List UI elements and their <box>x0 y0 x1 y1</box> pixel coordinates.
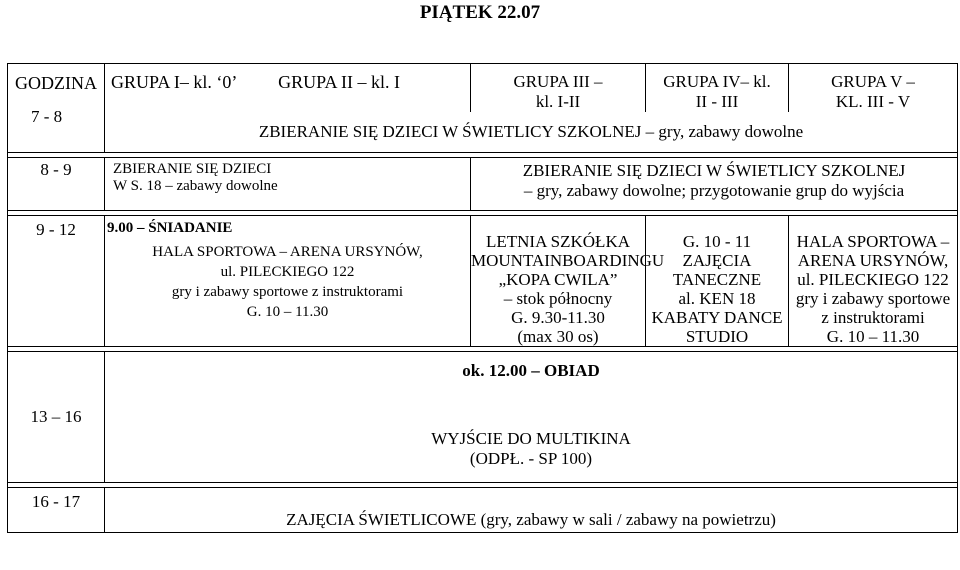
activity-line: ARENA URSYNÓW, <box>797 251 949 270</box>
schedule-table <box>7 63 958 533</box>
group-4-header: GRUPA IV– kl. <box>663 72 771 91</box>
group-4-activity <box>646 216 789 347</box>
activity-line: al. KEN 18 <box>678 289 756 308</box>
hour-cell <box>8 64 105 153</box>
trip-block <box>105 381 957 469</box>
activity-line: – stok północny <box>503 289 613 308</box>
lunch-label: ok. 12.00 – OBIAD <box>462 361 600 380</box>
trip-line-1: WYJŚCIE DO MULTIKINA <box>431 429 631 448</box>
activity-line: G. 9.30-11.30 <box>511 308 605 327</box>
page-title: PIĄTEK 22.07 <box>419 2 541 23</box>
activity-line: z instruktorami <box>821 308 925 327</box>
hour-label: 16 - 17 <box>8 488 105 533</box>
group-5-header-cell <box>789 64 958 113</box>
activity-line: G. 10 - 11 <box>682 232 752 251</box>
group-3-header: GRUPA III – <box>513 72 603 91</box>
groups-1-2-cell <box>105 216 471 347</box>
activity-line: ZAJĘCIA <box>682 251 752 270</box>
table-row <box>8 112 958 153</box>
activity-line: (max 30 os) <box>517 327 599 346</box>
group-5-header: GRUPA V – <box>831 72 915 91</box>
early-gathering-line-2: W S. 18 – zabawy dowolne <box>113 178 278 194</box>
table-row <box>8 216 958 347</box>
hour-label: 13 – 16 <box>8 352 105 483</box>
activity-line: ul. PILECKIEGO 122 <box>797 270 949 289</box>
activity-line: gry i zabawy sportowe <box>795 289 951 308</box>
group-5-header-sub: KL. III - V <box>835 92 911 111</box>
group-3-header-cell <box>471 64 646 113</box>
trip-line-2: (ODPŁ. - SP 100) <box>469 449 593 468</box>
table-row <box>8 352 958 483</box>
activity-line: G. 10 – 11.30 <box>826 327 920 346</box>
groups-1-2-activity <box>105 242 470 322</box>
early-gathering-line-1: ZBIERANIE SIĘ DZIECI <box>113 161 272 177</box>
group-1-header: GRUPA I– kl. ‘0’ <box>111 72 238 92</box>
breakfast-label: 9.00 – ŚNIADANIE <box>107 220 233 236</box>
group-2-header: GRUPA II – kl. I <box>278 72 400 92</box>
activity-line: LETNIA SZKÓŁKA <box>485 232 630 251</box>
activity-line: HALA SPORTOWA – ARENA URSYNÓW, <box>152 244 423 260</box>
activity-line: MOUNTAINBOARDINGU <box>471 251 665 270</box>
table-row <box>8 158 958 211</box>
gathering-text: ZBIERANIE SIĘ DZIECI W ŚWIETLICY SZKOLNEJ – gry, zabawy dowolne <box>105 112 958 153</box>
group-5-activity <box>789 216 958 347</box>
group-4-header-sub: II - III <box>695 92 739 111</box>
hour-label: 8 - 9 <box>8 158 105 211</box>
table-row <box>8 488 958 533</box>
activity-line: ul. PILECKIEGO 122 <box>220 264 355 280</box>
gathering-line-1: ZBIERANIE SIĘ DZIECI W ŚWIETLICY SZKOLNEJ <box>522 161 906 180</box>
evening-activity: ZAJĘCIA ŚWIETLICOWE (gry, zabawy w sali / zabawy na powietrzu) <box>105 488 958 533</box>
early-gathering-cell <box>105 158 471 211</box>
afternoon-cell <box>105 352 958 483</box>
hour-header: GODZINA <box>15 73 97 93</box>
activity-line: G. 10 – 11.30 <box>246 304 329 320</box>
hour-label: 9 - 12 <box>8 216 105 347</box>
group-3-header-sub: kl. I-II <box>535 92 581 111</box>
activity-line: „KOPA CWILA” <box>498 270 618 289</box>
group-header-cell <box>105 64 471 113</box>
table-row <box>8 64 958 113</box>
activity-line: gry i zabawy sportowe z instruktorami <box>171 284 404 300</box>
hour-label: 7 - 8 <box>31 107 63 126</box>
gathering-cell <box>471 158 958 211</box>
activity-line: KABATY DANCE <box>651 308 783 327</box>
gathering-line-2: – gry, zabawy dowolne; przygotowanie grup do wyjścia <box>523 181 905 200</box>
group-4-header-cell <box>646 64 789 113</box>
activity-line: STUDIO <box>685 327 749 346</box>
group-3-activity <box>471 216 665 347</box>
activity-line: HALA SPORTOWA – <box>796 232 950 251</box>
activity-line: TANECZNE <box>672 270 762 289</box>
